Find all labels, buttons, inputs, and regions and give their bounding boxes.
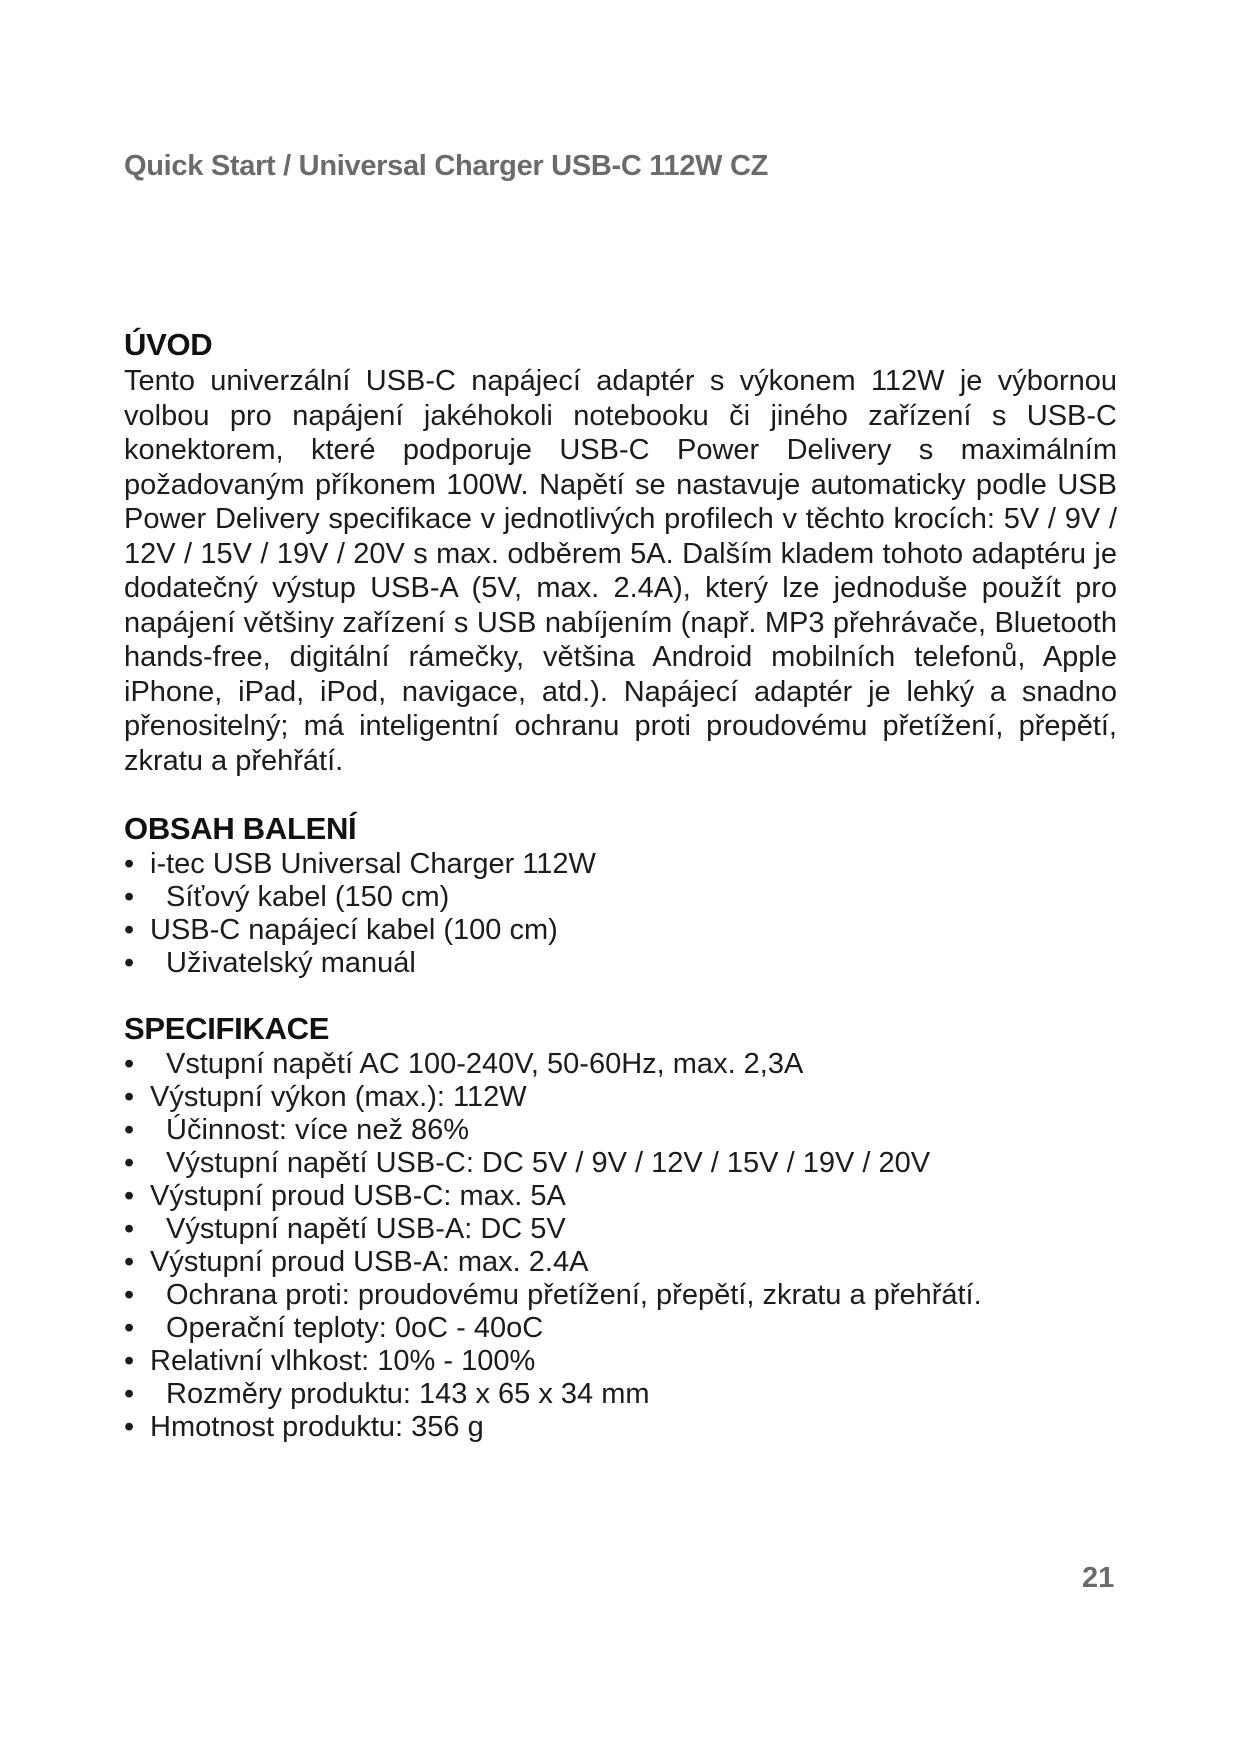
page-number: 21 [1082, 1562, 1115, 1594]
list-item: • Vstupní napětí AC 100-240V, 50-60Hz, max. 2,3A [124, 1048, 804, 1080]
list-item: • USB-C napájecí kabel (100 cm) [124, 914, 558, 946]
list-item: • Ochrana proti: proudovému přetížení, přepětí, zkratu a přehřátí. [124, 1279, 982, 1311]
bullet-icon: • [124, 947, 135, 979]
list-item: • Výstupní proud USB-A: max. 2.4A [124, 1246, 589, 1278]
bullet-icon: • [124, 1147, 135, 1179]
bullet-icon: • [124, 1246, 135, 1278]
main-content [124, 326, 1117, 1444]
list-item: • Výstupní proud USB-C: max. 5A [124, 1180, 566, 1212]
bullet-icon: • [124, 1345, 135, 1377]
list-item: • Rozměry produktu: 143 x 65 x 34 mm [124, 1378, 650, 1410]
specifications-list [124, 1048, 1117, 1444]
bullet-icon: • [124, 1378, 135, 1410]
list-item: • Relativní vlhkost: 10% - 100% [124, 1345, 536, 1377]
list-item: • Výstupní výkon (max.): 112W [124, 1081, 527, 1113]
list-item: • Uživatelský manuál [124, 947, 416, 979]
list-item: • Účinnost: více než 86% [124, 1114, 470, 1146]
intro-heading: ÚVOD [124, 327, 213, 362]
document-header-title: Quick Start / Universal Charger USB-C 112W CZ [124, 150, 769, 182]
list-item: • Výstupní napětí USB-A: DC 5V [124, 1213, 566, 1245]
list-item: • Operační teploty: 0oC - 40oC [124, 1312, 544, 1344]
bullet-icon: • [124, 1279, 135, 1311]
list-item: • Hmotnost produktu: 356 g [124, 1411, 484, 1443]
package-contents-heading: OBSAH BALENÍ [124, 811, 357, 846]
bullet-icon: • [124, 1114, 135, 1146]
bullet-icon: • [124, 914, 135, 946]
list-item: • Síťový kabel (150 cm) [124, 881, 450, 913]
bullet-icon: • [124, 1048, 135, 1080]
package-contents-list [124, 848, 1117, 980]
bullet-icon: • [124, 1411, 135, 1443]
list-item: • Výstupní napětí USB-C: DC 5V / 9V / 12V / 15V / 19V / 20V [124, 1147, 931, 1179]
bullet-icon: • [124, 1312, 135, 1344]
bullet-icon: • [124, 1213, 135, 1245]
intro-paragraph: Tento univerzální USB-C napájecí adaptér s výkonem 112W je výbornou volbou pro napájení jakéhokoli notebooku či jiného zařízení s USB-C konektorem, které podporuje USB-C Power Delivery s maximálním požadovaným příkonem 100W. Napětí se nastavuje automaticky podle USB Power Delivery specifikace v jednotlivých profilech v těchto krocích: 5V / 9V / 12V / 15V / 19V / 20V s max. odběrem 5A. Dalším kladem tohoto adaptéru je dodatečný výstup USB-A (5V, max. 2.4A), který lze jednoduše použít pro napájení většiny zařízení s USB nabíjením (např. MP3 přehrávače, Bluetooth hands-free, digitální rámečky, většina Android mobilních telefonů, Apple iPhone, iPad, iPod, navigace, atd.). Napájecí adaptér je lehký a snadno přenositelný; má inteligentní ochranu proti proudovému přetížení, přepětí, zkratu a přehřátí. [124, 365, 1117, 777]
bullet-icon: • [124, 881, 135, 913]
list-item: • i-tec USB Universal Charger 112W [124, 848, 596, 880]
bullet-icon: • [124, 1180, 135, 1212]
bullet-icon: • [124, 1081, 135, 1113]
bullet-icon: • [124, 848, 135, 880]
specifications-heading: SPECIFIKACE [124, 1011, 330, 1046]
